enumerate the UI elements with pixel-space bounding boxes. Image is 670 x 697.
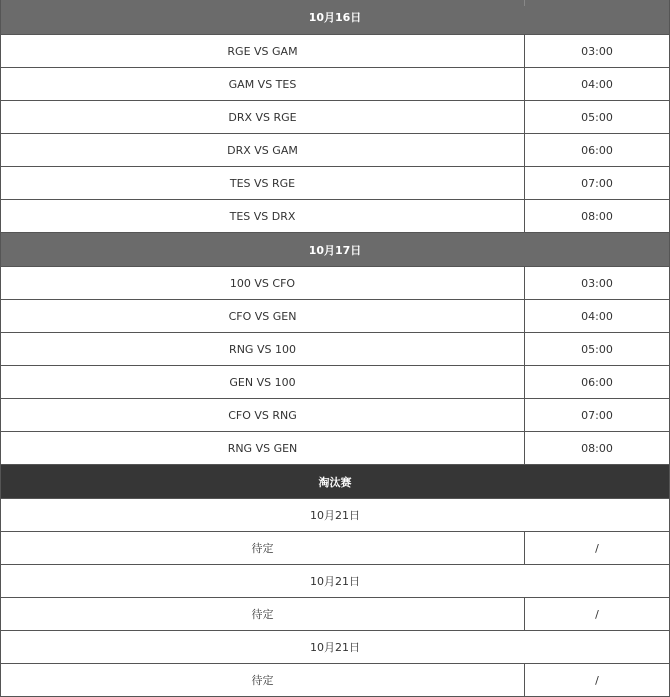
time-cell: 04:00 [581, 77, 613, 91]
table-row [1, 300, 670, 333]
table-row [1, 167, 670, 200]
table-row [1, 101, 670, 134]
knockout-date-row [1, 631, 670, 664]
knockout-date: 10月21日 [310, 575, 360, 588]
match-cell: RNG VS GEN [1, 432, 525, 464]
table-row [1, 432, 670, 465]
match-cell: GAM VS TES [1, 68, 525, 100]
table-row [1, 532, 670, 565]
date-header-label: 10月17日 [308, 243, 362, 257]
match-cell: GEN VS 100 [1, 366, 525, 398]
knockout-date: 10月21日 [310, 641, 360, 654]
match-cell: TES VS DRX [1, 200, 525, 232]
time-cell: 03:00 [581, 44, 613, 58]
knockout-date-row [1, 499, 670, 532]
table-row [1, 664, 670, 697]
date-header-oct17 [1, 233, 670, 267]
time-cell: 05:00 [581, 342, 613, 356]
match-cell: 100 VS CFO [1, 267, 525, 299]
time-cell: 06:00 [581, 143, 613, 157]
table-row [1, 200, 670, 233]
time-cell: 06:00 [581, 375, 613, 389]
match-cell: CFO VS RNG [1, 399, 525, 431]
match-cell: 待定 [1, 664, 525, 696]
time-cell: 04:00 [581, 309, 613, 323]
match-cell: CFO VS GEN [1, 300, 525, 332]
time-cell: 07:00 [581, 408, 613, 422]
table-row [1, 134, 670, 167]
table-row [1, 366, 670, 399]
table-row [1, 333, 670, 366]
knockout-header-label: 淘汰赛 [318, 475, 352, 489]
table-row [1, 267, 670, 300]
knockout-date-row [1, 565, 670, 598]
knockout-header [1, 465, 670, 499]
table-row [1, 399, 670, 432]
time-cell: 03:00 [581, 276, 613, 290]
table-top-divider [524, 0, 525, 6]
match-cell: 待定 [1, 532, 525, 564]
table-row [1, 598, 670, 631]
match-cell: RNG VS 100 [1, 333, 525, 365]
match-cell: DRX VS GAM [1, 134, 525, 166]
table-row [1, 68, 670, 101]
match-cell: 待定 [1, 598, 525, 630]
time-cell: / [595, 607, 599, 621]
time-cell: 07:00 [581, 176, 613, 190]
time-cell: / [595, 541, 599, 555]
time-cell: 05:00 [581, 110, 613, 124]
knockout-date: 10月21日 [310, 509, 360, 522]
date-header-oct16 [1, 0, 670, 35]
date-header-label: 10月16日 [308, 11, 362, 24]
match-cell: RGE VS GAM [1, 35, 525, 67]
match-cell: DRX VS RGE [1, 101, 525, 133]
table-row [1, 35, 670, 68]
match-cell: TES VS RGE [1, 167, 525, 199]
time-cell: 08:00 [581, 441, 613, 455]
time-cell: / [595, 673, 599, 687]
time-cell: 08:00 [581, 209, 613, 223]
